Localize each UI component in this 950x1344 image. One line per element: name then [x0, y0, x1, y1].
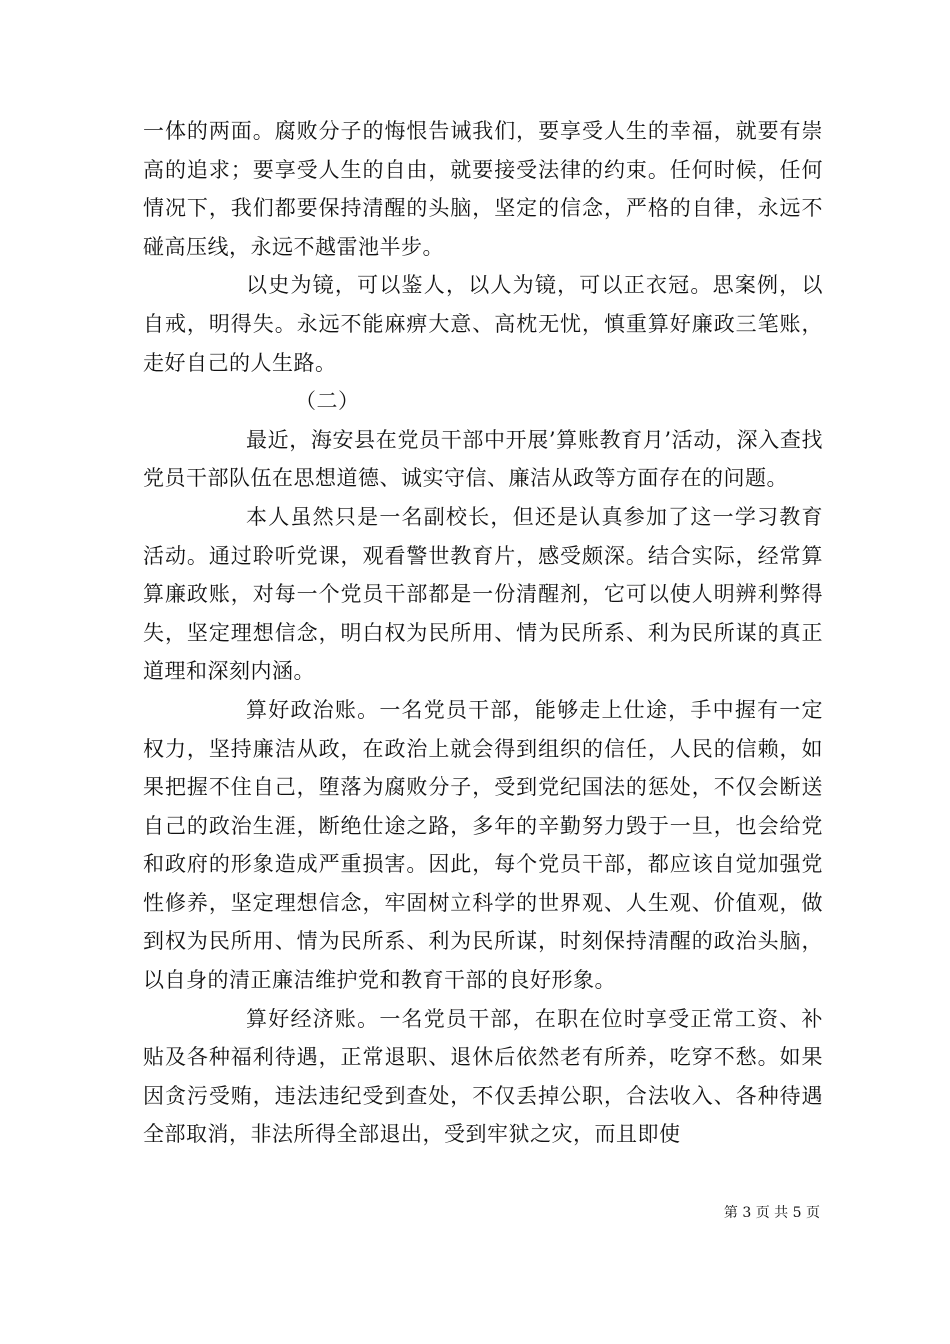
paragraph-vice-principal: 本人虽然只是一名副校长，但还是认真参加了这一学习教育活动。通过聆听党课，观看警世教育片，感受颇深。结合实际，经常算算廉政账，对每一个党员干部都是一份清醒剂，它可以使人明辨利弊得失，坚定理想信念，明白权为民所用、情为民所系、利为民所谋的真正道理和深刻内涵。 — [143, 504, 823, 684]
section-heading-two: （二） — [295, 389, 360, 414]
paragraph-accounting-month: 最近，海安县在党员干部中开展’算账教育月’活动，深入查找党员干部队伍在思想道德、诚实守信、廉洁从政等方面存在的问题。 — [143, 427, 823, 491]
paragraph-political-account: 算好政治账。一名党员干部，能够走上仕途，手中握有一定权力，坚持廉洁从政，在政治上就会得到组织的信任，人民的信赖，如果把握不住自己，堕落为腐败分子，受到党纪国法的惩处，不仅会断送自己的政治生涯，断绝仕途之路，多年的辛勤努力毁于一旦，也会给党和政府的形象造成严重损害。因此，每个党员干部，都应该自觉加强党性修养，坚定理想信念，牢固树立科学的世界观、人生观、价值观，做到权为民所用、情为民所系、利为民所谋，时刻保持清醒的政治头脑，以自身的清正廉洁维护党和教育干部的良好形象。 — [143, 697, 823, 993]
page-number-footer: 第 3 页 共 5 页 — [723, 1205, 820, 1221]
paragraph-mirror-history: 以史为镜，可以鉴人，以人为镜，可以正衣冠。思案例，以自戒，明得失。永远不能麻痹大意、高枕无忧，慎重算好廉政三笔账，走好自己的人生路。 — [143, 273, 823, 375]
paragraph-continuation: 一体的两面。腐败分子的悔恨告诫我们，要享受人生的幸福，就要有崇高的追求；要享受人生的自由，就要接受法律的约束。任何时候，任何情况下，我们都要保持清醒的头脑，坚定的信念，严格的自律，永远不碰高压线，永远不越雷池半步。 — [143, 119, 823, 259]
document-body — [143, 112, 823, 1154]
paragraph-economic-account: 算好经济账。一名党员干部，在职在位时享受正常工资、补贴及各种福利待遇，正常退职、退休后依然老有所养，吃穿不愁。如果因贪污受贿，违法违纪受到查处，不仅丢掉公职，合法收入、各种待遇全部取消，非法所得全部退出，受到牢狱之灾，而且即使 — [143, 1006, 823, 1147]
